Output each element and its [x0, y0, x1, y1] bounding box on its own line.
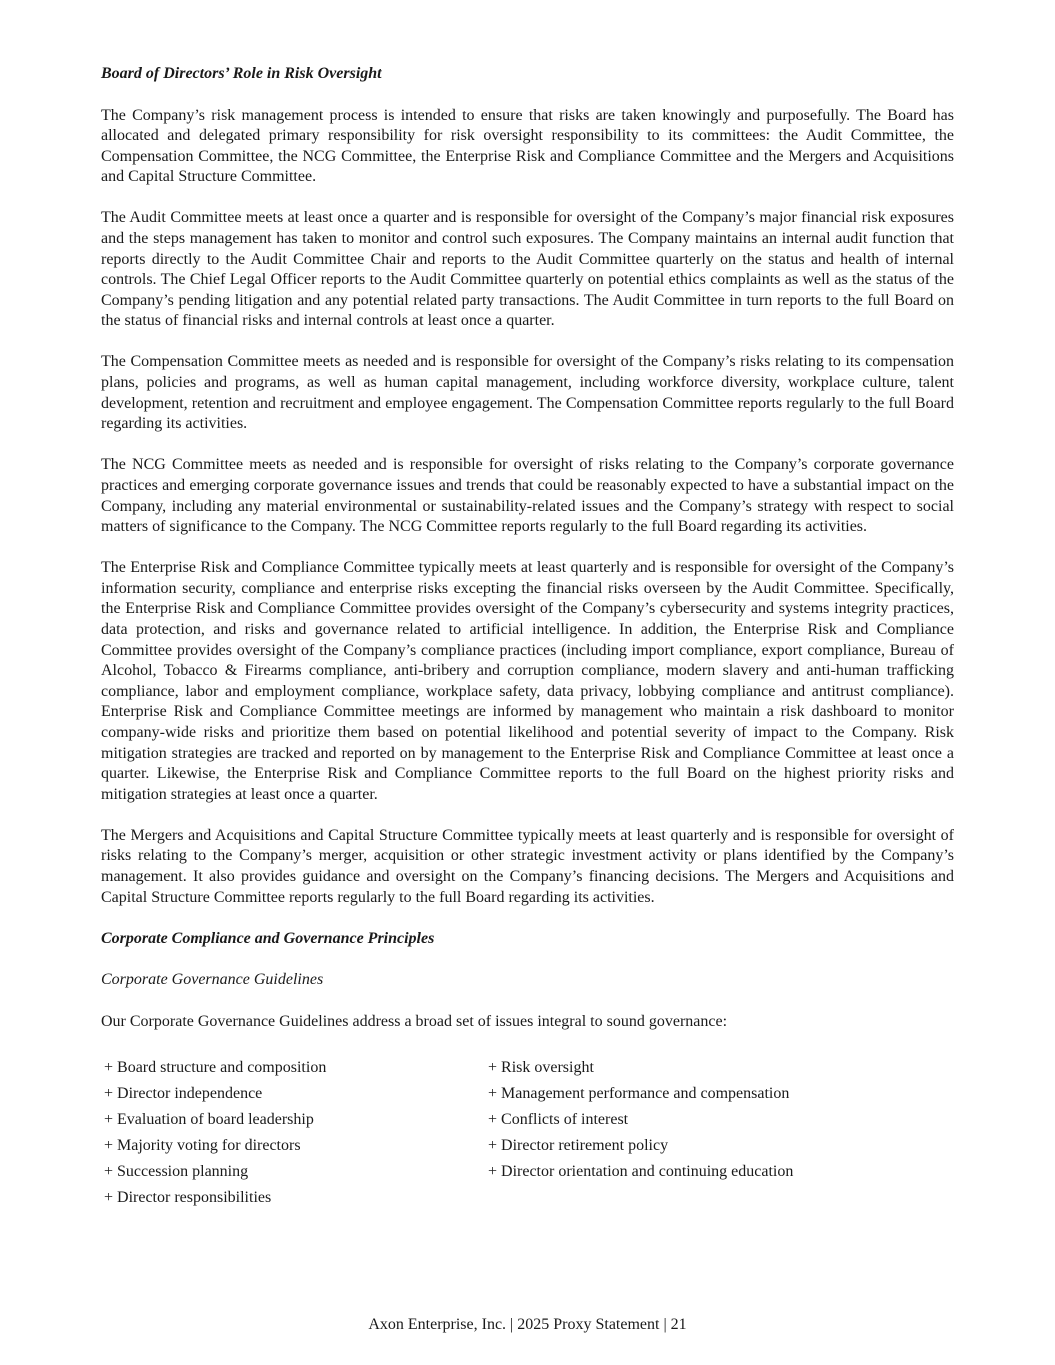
guidelines-column-left: [101, 1058, 488, 1214]
list-item: + Director orientation and continuing education: [488, 1163, 794, 1181]
paragraph-compensation-committee: The Compensation Committee meets as needed and is responsible for oversight of the Company’s risks relating to its compensation plans, policies and programs, as well as human capital management, including workforce diversity, workplace culture, talent development, retention and recruitment and employee engagement. The Compensation Committee reports regularly to the full Board regarding its activities.: [101, 353, 954, 433]
paragraph-enterprise-risk-committee: The Enterprise Risk and Compliance Committee typically meets at least quarterly and is responsible for oversight of the Company’s information security, compliance and enterprise risks excepting the financial risks overseen by the Audit Committee. Specifically, the Enterprise Risk and Compliance Committee provides oversight of the Company’s cybersecurity and systems integrity practices, data protection, and risks and governance related to artificial intelligence. In addition, the Enterprise Risk and Compliance Committee provides oversight of the Company’s compliance practices (including import compliance, export compliance, Bureau of Alcohol, Tobacco & Firearms compliance, anti-bribery and corruption compliance, modern slavery and anti-human trafficking compliance, labor and employment compliance, workplace safety, data privacy, lobbying compliance and antitrust compliance). Enterprise Risk and Compliance Committee meetings are informed by management who maintain a risk dashboard to monitor company-wide risks and prioritize them based on potential likelihood and potential severity of impact to the Company. Risk mitigation strategies are tracked and reported on by management to the Enterprise Risk and Compliance Committee at least once a quarter. Likewise, the Enterprise Risk and Compliance Committee reports to the full Board on the highest priority risks and mitigation strategies at least once a quarter.: [101, 559, 954, 803]
page-footer: Axon Enterprise, Inc. | 2025 Proxy Statement | 21: [368, 1316, 687, 1333]
guidelines-column-right: [488, 1058, 793, 1214]
governance-guidelines-subheading: Corporate Governance Guidelines: [101, 971, 324, 989]
guidelines-list: [101, 1058, 954, 1214]
risk-oversight-heading: Board of Directors’ Role in Risk Oversight: [101, 65, 382, 82]
paragraph-risk-management-process: The Company’s risk management process is intended to ensure that risks are taken knowingly and purposefully. The Board has allocated and delegated primary responsibility for risk oversight responsibility to its committees: the Audit Committee, the Compensation Committee, the NCG Committee, the Enterprise Risk and Compliance Committee and the Mergers and Acquisitions and Capital Structure Committee.: [101, 106, 954, 186]
list-item: + Director responsibilities: [104, 1189, 272, 1207]
list-item: + Risk oversight: [488, 1059, 594, 1077]
compliance-heading: Corporate Compliance and Governance Principles: [101, 929, 435, 947]
paragraph-mergers-acquisitions-committee: The Mergers and Acquisitions and Capital Structure Committee typically meets at least quarterly and is responsible for oversight of risks relating to the Company’s merger, acquisition or other strategic investment activity or plans identified by the Company’s management. It also provides guidance and oversight on the Company’s financing decisions. The Mergers and Acquisitions and Capital Structure Committee reports regularly to the full Board regarding its activities.: [101, 826, 954, 906]
list-item: + Management performance and compensation: [488, 1085, 790, 1103]
paragraph-ncg-committee: The NCG Committee meets as needed and is responsible for oversight of risks relating to the Company’s corporate governance practices and emerging corporate governance issues and trends that could be reasonably expected to have a substantial impact on the Company, including any material environmental or sustainability-related issues and the Company’s strategy with respect to social matters of significance to the Company. The NCG Committee reports regularly to the full Board regarding its activities.: [101, 456, 954, 536]
document-page: [101, 64, 954, 1214]
list-item: + Succession planning: [104, 1163, 249, 1181]
guidelines-intro: Our Corporate Governance Guidelines address a broad set of issues integral to sound governance:: [101, 1012, 728, 1030]
list-item: + Evaluation of board leadership: [104, 1111, 314, 1129]
paragraph-audit-committee: The Audit Committee meets at least once a quarter and is responsible for oversight of the Company’s major financial risk exposures and the steps management has taken to monitor and control such exposures. The Company maintains an internal audit function that reports directly to the Audit Committee Chair and reports to the Audit Committee quarterly on the status and health of internal controls. The Chief Legal Officer reports to the Audit Committee quarterly on potential ethics complaints as well as the status of the Company’s pending litigation and any potential related party transactions. The Audit Committee in turn reports to the full Board on the status of financial risks and internal controls at least once a quarter.: [101, 209, 954, 330]
list-item: + Majority voting for directors: [104, 1137, 301, 1155]
list-item: + Director retirement policy: [488, 1137, 669, 1155]
list-item: + Board structure and composition: [104, 1059, 327, 1077]
list-item: + Director independence: [104, 1085, 263, 1103]
list-item: + Conflicts of interest: [488, 1111, 629, 1129]
